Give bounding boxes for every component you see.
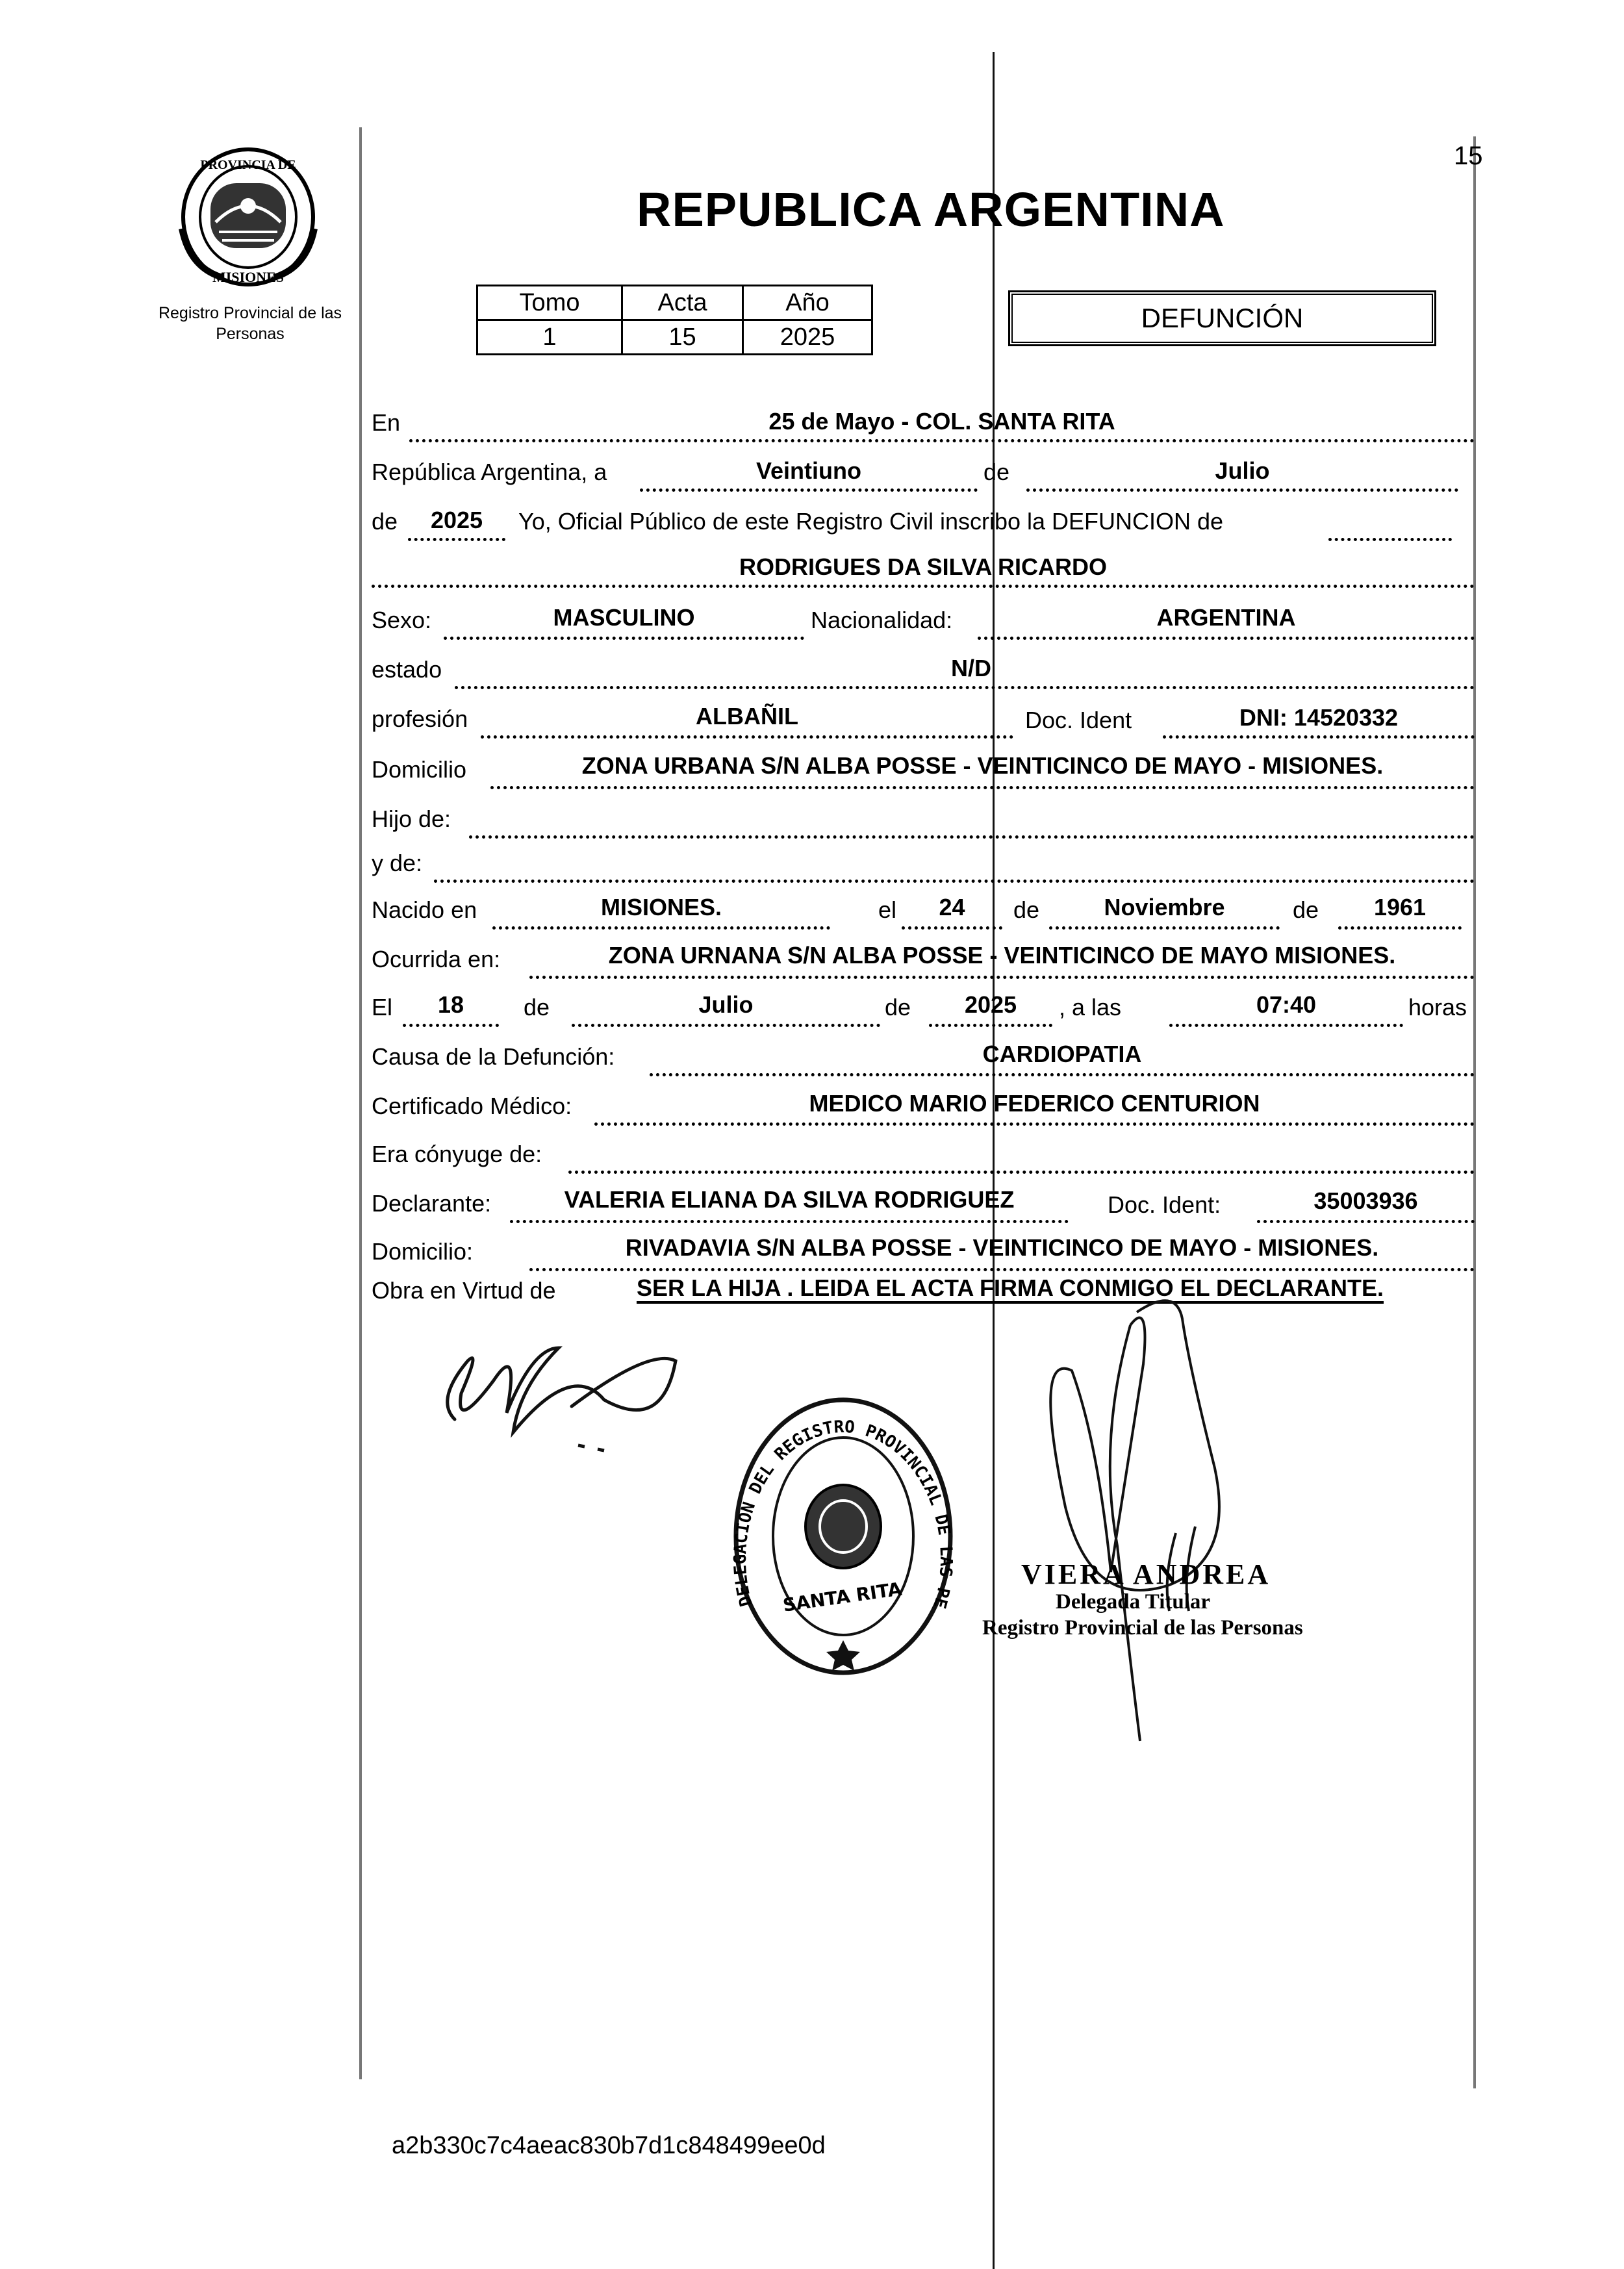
dotted-line: [650, 1073, 1475, 1076]
official-name: VIERA ANDREA: [1021, 1558, 1271, 1590]
birth-month-value: Noviembre: [1104, 894, 1225, 920]
registry-label: Registro Provincial de las Personas: [158, 304, 342, 343]
el-label: El: [372, 994, 393, 1020]
tomo-value: 1: [477, 320, 622, 355]
birth-day-value: 24: [939, 894, 965, 920]
document-type-box: DEFUNCIÓN: [1008, 290, 1436, 346]
acta-value: 15: [622, 320, 743, 355]
nacido-label: Nacido en: [372, 896, 477, 923]
dotted-line: [403, 1024, 499, 1027]
official-signature: [1020, 1273, 1306, 1741]
left-margin-line: [359, 127, 362, 2079]
dotted-line: [372, 585, 1475, 588]
anio-value: 2025: [743, 320, 872, 355]
sexo-value: MASCULINO: [553, 604, 695, 631]
declarant-signature: [429, 1322, 689, 1452]
dotted-line: [492, 926, 830, 930]
conyuge-label: Era cónyuge de:: [372, 1141, 542, 1167]
profesion-label: profesión: [372, 705, 468, 732]
record-table: [476, 285, 873, 355]
dotted-line: [490, 786, 1475, 789]
doc-ident2-label: Doc. Ident:: [1108, 1191, 1221, 1218]
sexo-label: Sexo:: [372, 607, 432, 633]
year-value: 2025: [430, 507, 483, 533]
official-org: Registro Provincial de las Personas: [982, 1616, 1303, 1640]
domicilio-value: ZONA URBANA S/N ALBA POSSE - VEINTICINCO DE MAYO - MISIONES.: [581, 752, 1384, 779]
en-label: En: [372, 409, 401, 436]
hijo-label: Hijo de:: [372, 805, 451, 832]
month-value: Julio: [1215, 457, 1270, 484]
dotted-line: [1026, 488, 1458, 492]
dotted-line: [469, 835, 1475, 839]
domicilio-label: Domicilio: [372, 756, 467, 783]
death-time-value: 07:40: [1256, 991, 1317, 1018]
page-number: 15: [1454, 142, 1483, 170]
profesion-value: ALBAÑIL: [696, 703, 798, 729]
causa-label: Causa de la Defunción:: [372, 1043, 615, 1070]
domicilio2-label: Domicilio:: [372, 1238, 474, 1265]
dotted-line: [1163, 735, 1475, 739]
dotted-line: [978, 637, 1475, 640]
dotted-line: [1338, 926, 1462, 930]
de-label: de: [1013, 896, 1040, 923]
certificado-label: Certificado Médico:: [372, 1093, 572, 1119]
ocurrida-label: Ocurrida en:: [372, 946, 501, 972]
de-label: de: [1293, 896, 1319, 923]
document-hash: a2b330c7c4aeac830b7d1c848499ee0d: [392, 2132, 826, 2159]
dotted-line: [1328, 538, 1452, 541]
obra-value: SER LA HIJA . LEIDA EL ACTA FIRMA CONMIGO EL DECLARANTE.: [636, 1274, 1384, 1301]
official-role: Delegada Titular: [1056, 1590, 1211, 1614]
provincial-coat-of-arms: [170, 144, 326, 294]
dotted-line: [902, 926, 1002, 930]
alas-label: , a las: [1059, 994, 1122, 1020]
declarante-label: Declarante:: [372, 1190, 492, 1217]
dotted-line: [929, 1024, 1052, 1027]
stamp-center-text: SANTA RITA: [781, 1578, 904, 1616]
scan-fold-line: [993, 52, 995, 2269]
de-label: de: [372, 508, 398, 535]
declarante-value: VALERIA ELIANA DA SILVA RODRIGUEZ: [564, 1186, 1015, 1213]
dotted-line: [510, 1220, 1069, 1223]
death-year-value: 2025: [964, 991, 1017, 1018]
dotted-line: [568, 1171, 1475, 1174]
dotted-line: [529, 1268, 1475, 1271]
deceased-name-value: RODRIGUES DA SILVA RICARDO: [739, 553, 1107, 580]
nacionalidad-value: ARGENTINA: [1156, 604, 1296, 631]
day-words-value: Veintiuno: [756, 457, 861, 484]
el-label: el: [878, 896, 897, 923]
dotted-line: [1169, 1024, 1403, 1027]
estado-value: N/D: [951, 655, 991, 681]
dotted-line: [455, 686, 1475, 689]
dotted-line: [594, 1122, 1475, 1126]
registry-stamp: [721, 1375, 960, 1682]
doc-ident-value: DNI: 14520332: [1239, 704, 1399, 731]
dotted-line: [434, 880, 1475, 883]
death-month-value: Julio: [698, 991, 754, 1018]
obra-label: Obra en Virtud de: [372, 1277, 556, 1304]
page-title: REPUBLICA ARGENTINA: [637, 183, 1225, 236]
nacido-value: MISIONES.: [600, 894, 722, 920]
dotted-line: [640, 488, 978, 492]
certificado-value: MEDICO MARIO FEDERICO CENTURION: [809, 1090, 1260, 1117]
republica-label: República Argentina, a: [372, 459, 607, 485]
doc-ident-label: Doc. Ident: [1025, 707, 1132, 733]
de-label: de: [983, 459, 1010, 485]
dotted-line: [409, 439, 1475, 442]
dotted-line: [408, 538, 505, 541]
place-value: 25 de Mayo - COL. SANTA RITA: [768, 408, 1115, 435]
de-label: de: [524, 994, 550, 1020]
dotted-line: [1049, 926, 1280, 930]
death-day-value: 18: [437, 991, 464, 1018]
dotted-line: [444, 637, 804, 640]
yo-text: Yo, Oficial Público de este Registro Civil inscribo la DEFUNCION de: [518, 508, 1224, 535]
y-de-label: y de:: [372, 850, 423, 876]
nacionalidad-label: Nacionalidad:: [811, 607, 953, 633]
acta-header: Acta: [622, 286, 743, 320]
svg-text:PROVINCIA DE: PROVINCIA DE: [200, 158, 296, 172]
horas-label: horas: [1408, 994, 1467, 1020]
dotted-line: [572, 1024, 880, 1027]
stamp-ring-text: DELEGACION DEL REGISTRO PROVINCIAL DE LAS PERSONAS: [721, 1375, 956, 1611]
estado-label: estado: [372, 656, 442, 683]
doc-ident2-value: 35003936: [1313, 1187, 1418, 1214]
ocurrida-value: ZONA URNANA S/N ALBA POSSE - VEINTICINCO DE MAYO MISIONES.: [608, 942, 1396, 969]
de-label: de: [885, 994, 911, 1020]
dotted-line: [481, 735, 1013, 739]
domicilio2-value: RIVADAVIA S/N ALBA POSSE - VEINTICINCO DE MAYO - MISIONES.: [625, 1234, 1379, 1261]
dotted-line: [529, 976, 1475, 979]
birth-year-value: 1961: [1373, 894, 1427, 920]
dotted-line: [1257, 1220, 1475, 1223]
svg-text:MISIONES: MISIONES: [212, 269, 285, 285]
causa-value: CARDIOPATIA: [982, 1041, 1142, 1067]
tomo-header: Tomo: [477, 286, 622, 320]
anio-header: Año: [743, 286, 872, 320]
